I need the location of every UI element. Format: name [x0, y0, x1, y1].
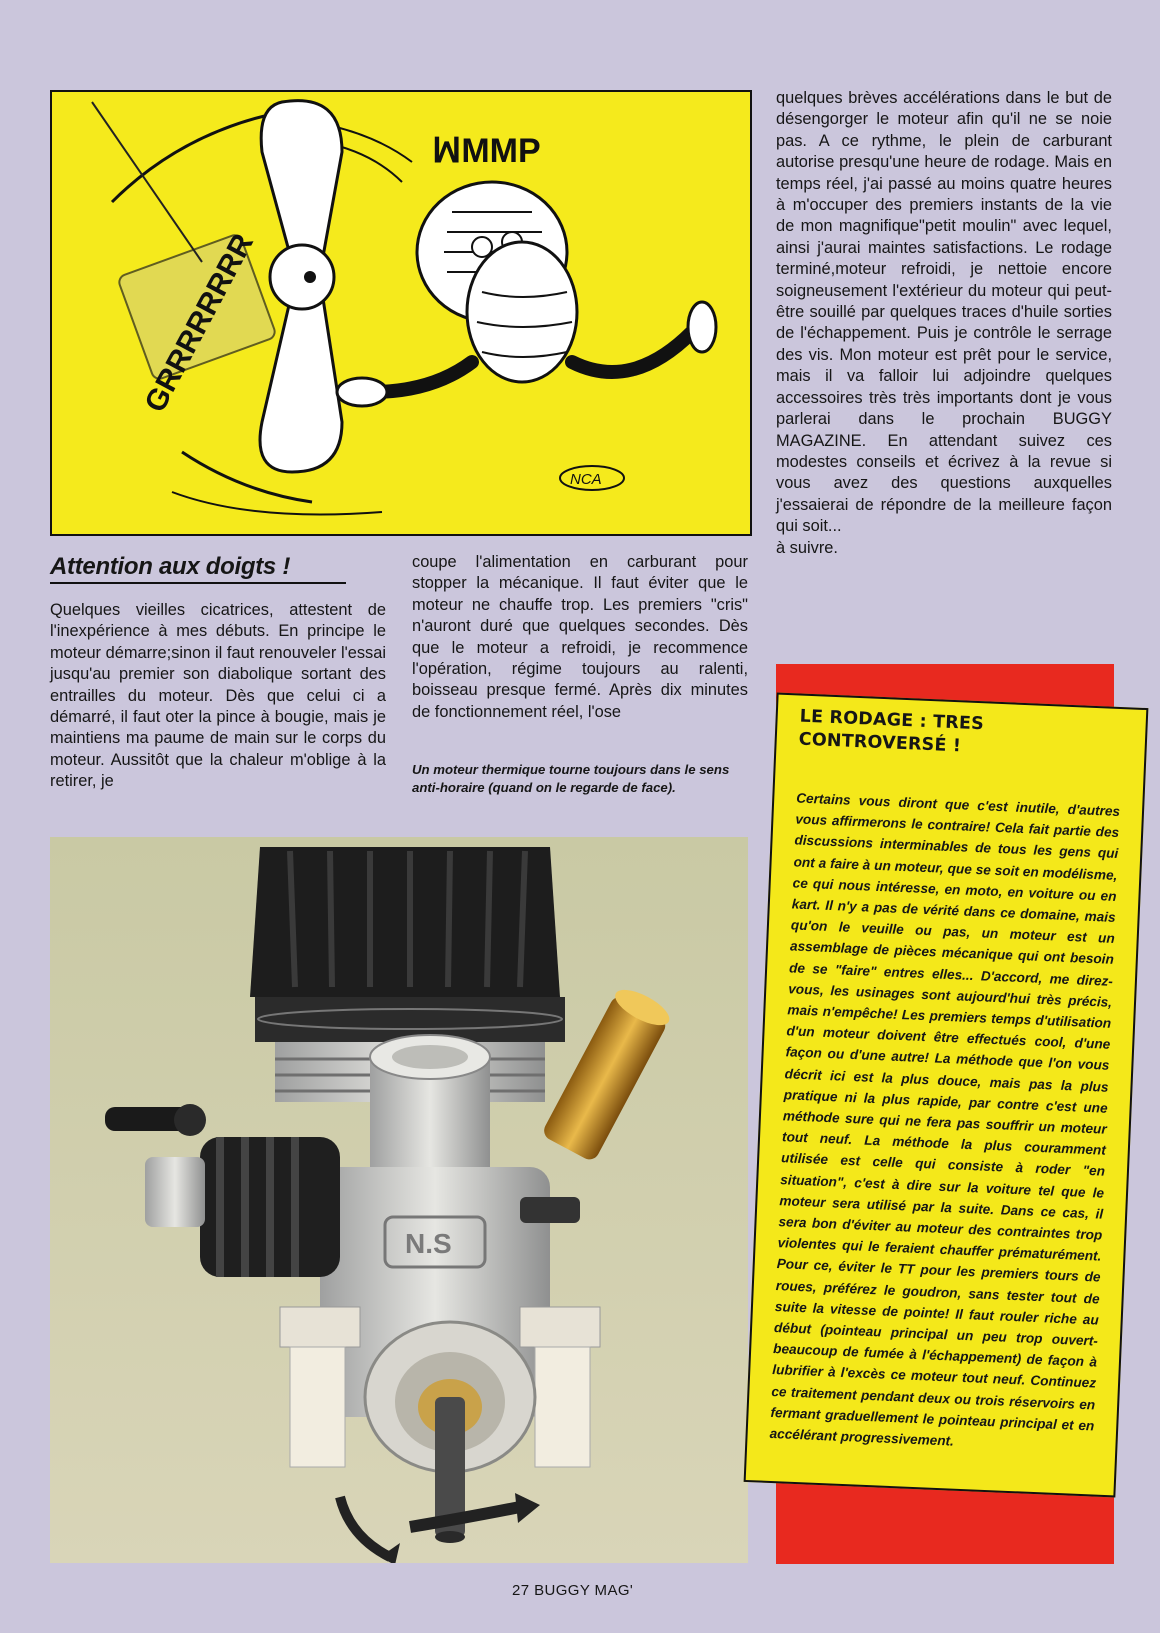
cartoon-sound-left: GRRRRRRRR	[138, 228, 260, 418]
article-column-1: Quelques vieilles cicatrices, attestent de l'inexpérience à mes débuts. En principe le moteur démarre;sinon il faut renouveler l'essai jusqu'au premier son diabolique sortant des entrailles du moteur. Dès que celui ci a démarré, il faut oter la pince à bougie, mais je maintiens ma paume de main sur le corps du moteur. Aussitôt que la chaleur m'oblige à la retirer, je	[50, 601, 386, 791]
magazine-name: BUGGY MAG'	[534, 1582, 634, 1599]
engine-photo	[50, 837, 748, 1563]
sidebar-box	[744, 693, 1149, 1498]
article-column-2: coupe l'alimentation en carburant pour stopper la mécanique. Il faut éviter que le moteur ne chauffe trop. Les premiers "cris" n'auront duré que quelques secondes. Dès que le moteur a refroidi, je recommence l'opération, régime toujours au ralenti, boisseau presque fermé. Après dix minutes de fonctionnement réel, l'ose	[412, 553, 748, 721]
article-column-3-text: quelques brèves accélérations dans le but de désengorger le moteur afin qu'il ne se noie pas. A ce rythme, le plein de carburant autorise presqu'une heure de rodage. Mais en temps réel, j'ai passé au moins quatre heures à m'occuper des premiers instants de la vie de mon magnifique"petit moulin" avec lequel, ainsi j'aurai maintes satisfactions. Le rodage terminé,moteur refroidi, je nettoie encore soigneusement l'extérieur du moteur qui peut-être souillé par quelques traces d'huile sorties de l'échappement. Puis je contrôle le serrage des vis. Mon moteur est prêt pour le service, mais il va falloir lui adjoindre quelques accessoires très très importants dont je vous parlerai dans le prochain BUGGY MAGAZINE. En attendant suivez ces modestes conseils et écrivez à la revue si vous avez des questions auxquelles j'essaierai de répondre de la meilleure façon qui soit...	[776, 89, 1112, 536]
cartoon-signature: NCA	[570, 471, 602, 488]
page-footer	[512, 1582, 633, 1599]
photo-caption: Un moteur thermique tourne toujours dans le sens anti-horaire (quand on le regarde de face).	[412, 762, 730, 795]
engine-label: N.S	[405, 1228, 452, 1259]
cartoon-sound-top: ꟽMMP	[432, 132, 541, 170]
cartoon-drawing	[52, 92, 750, 534]
article-column-3-end: à suivre.	[776, 538, 838, 557]
sidebar-title: LE RODAGE : TRES CONTROVERSÉ !	[798, 706, 985, 757]
cartoon-illustration	[50, 90, 752, 536]
article-column-3	[776, 88, 1112, 559]
sidebar-text: Certains vous diront que c'est inutile, d'autres vous affirmerons le contraire! Cela fait partie des discussions interminables de tous les gens qui ont a faire à un moteur, que se soit en modélisme, ce qui nous intéresse, en moto, en voiture ou en kart. Il n'y a pas de vérité dans ce domaine, mais qu'on le veuille ou pas, un moteur est un assemblage de pièces mécanique qui ont besoin de se "faire" entres elles... D'accord, me direz-vous, les usinages sont aujourd'hui très précis, mais n'empêche! Les premiers temps d'utilisation d'un moteur doivent être effectués cool, d'une façon ou d'une autre! La méthode que l'on vous décrit ici est la plus douce, mais pas la plus pratique ni la plus rapide, par contre c'est une méthode sure qui ne fera pas souffrir un moteur tout neuf. La méthode la plus couramment utilisée est celle qui consiste à roder "en situation", c'est à dire sur la voiture tel que le moteur sera utilisé par la suite. Dans ce cas, il sera bon d'éviter au moteur des contraintes trop violentes qui le feraient chauffer prématurément. Pour ce, éviter le TT pour les premiers tours de roues, préférez le goudron, sans tester tout de suite la vitesse de pointe! Il faut rouler riche au début (pointeau principal un peu trop ouvert-beaucoup de fumée à l'échappement) de façon à lubrifier à l'excès ce moteur tout neuf. Continuez ce traitement pendant deux ou trois réservoirs en fermant graduellement le pointeau principal et en accélérant progressivement.	[769, 790, 1121, 1449]
page-number: 27	[512, 1582, 530, 1599]
engine-photo-drawing	[50, 837, 748, 1563]
section-heading: Attention aux doigts !	[50, 552, 346, 584]
